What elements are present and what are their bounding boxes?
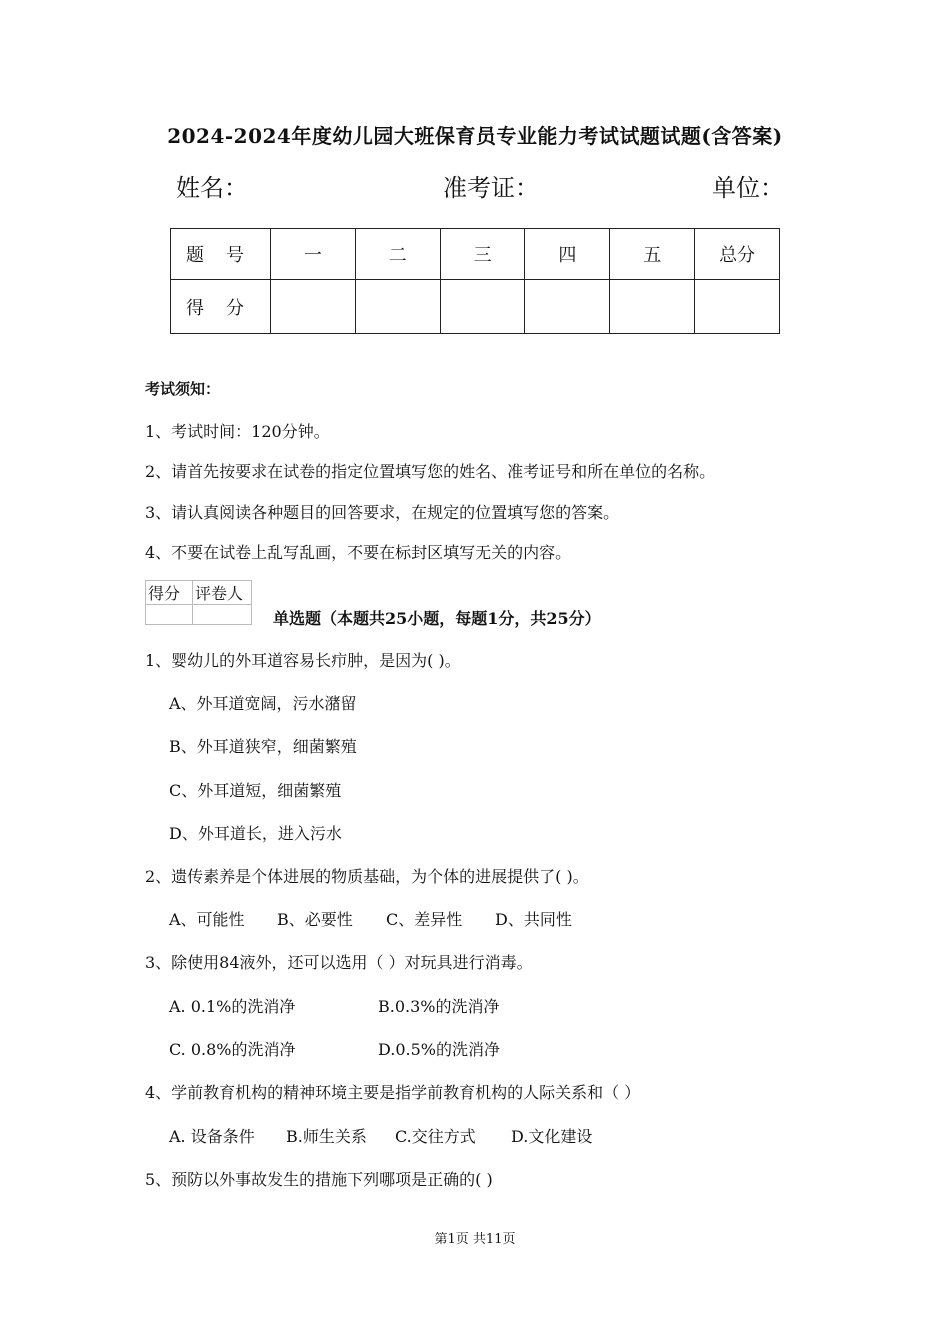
score-table-cell: 三 <box>440 229 525 280</box>
score-table-cell: 四 <box>525 229 610 280</box>
question-option: B.师生关系 <box>286 1127 367 1146</box>
score-input-cell[interactable] <box>355 280 440 334</box>
question-stem: 5、预防以外事故发生的措施下列哪项是正确的( ) <box>145 1170 493 1189</box>
section-title: 单选题（本题共25小题，每题1分，共25分） <box>273 609 601 628</box>
question-stem: 3、除使用84液外，还可以选用（ ）对玩具进行消毒。 <box>145 953 533 972</box>
question-option: B、必要性 <box>277 910 353 929</box>
score-table-cell: 总分 <box>695 229 780 280</box>
grader-table <box>145 580 252 625</box>
question-option: A. 0.1%的洗消净 <box>169 997 296 1016</box>
question-option: A、可能性 <box>169 910 245 929</box>
grader-name-label: 评卷人 <box>193 581 252 605</box>
notice-item: 1、考试时间：120分钟。 <box>145 422 330 441</box>
question-option: D、外耳道长，进入污水 <box>169 824 342 843</box>
page-footer: 第1页 共11页 <box>434 1232 516 1247</box>
question-option: D、共同性 <box>495 910 572 929</box>
page-title: 2024-2024年度幼儿园大班保育员专业能力考试试题试题(含答案) <box>167 124 783 148</box>
score-table-header-row <box>171 229 780 280</box>
question-option: C. 0.8%的洗消净 <box>169 1040 296 1059</box>
question-option: C、差异性 <box>386 910 463 929</box>
unit-label: 单位： <box>712 174 784 202</box>
name-label: 姓名： <box>176 174 248 202</box>
score-row-label: 得分 <box>171 280 271 334</box>
score-table-cell: 一 <box>271 229 356 280</box>
notice-heading: 考试须知： <box>145 380 221 398</box>
question-option: A、外耳道宽阔，污水潴留 <box>169 694 357 713</box>
score-table-cell: 题号 <box>171 229 271 280</box>
score-table-score-row <box>171 280 780 334</box>
notice-item: 4、不要在试卷上乱写乱画，不要在标封区填写无关的内容。 <box>145 543 572 562</box>
question-option: C.交往方式 <box>395 1127 476 1146</box>
question-option: B.0.3%的洗消净 <box>378 997 500 1016</box>
notice-item: 3、请认真阅读各种题目的回答要求，在规定的位置填写您的答案。 <box>145 503 620 522</box>
grader-score-label: 得分 <box>146 581 193 605</box>
grader-name-cell[interactable] <box>193 605 252 625</box>
exam-id-label: 准考证： <box>443 174 539 202</box>
score-input-cell[interactable] <box>440 280 525 334</box>
question-option: B、外耳道狭窄，细菌繁殖 <box>169 737 357 756</box>
question-stem: 2、遗传素养是个体进展的物质基础，为个体的进展提供了( )。 <box>145 867 589 886</box>
notice-item: 2、请首先按要求在试卷的指定位置填写您的姓名、准考证号和所在单位的名称。 <box>145 462 716 481</box>
grader-score-cell[interactable] <box>146 605 193 625</box>
question-option: C、外耳道短，细菌繁殖 <box>169 781 342 800</box>
score-table-cell: 二 <box>355 229 440 280</box>
question-stem: 4、学前教育机构的精神环境主要是指学前教育机构的人际关系和（ ） <box>145 1083 641 1102</box>
question-option: D.文化建设 <box>511 1127 593 1146</box>
question-stem: 1、婴幼儿的外耳道容易长疖肿，是因为( )。 <box>145 651 461 670</box>
score-table <box>170 228 780 334</box>
score-input-cell[interactable] <box>271 280 356 334</box>
score-table-cell: 五 <box>610 229 695 280</box>
question-option: D.0.5%的洗消净 <box>378 1040 500 1059</box>
score-input-cell[interactable] <box>695 280 780 334</box>
score-input-cell[interactable] <box>525 280 610 334</box>
score-input-cell[interactable] <box>610 280 695 334</box>
question-option: A. 设备条件 <box>169 1127 255 1146</box>
